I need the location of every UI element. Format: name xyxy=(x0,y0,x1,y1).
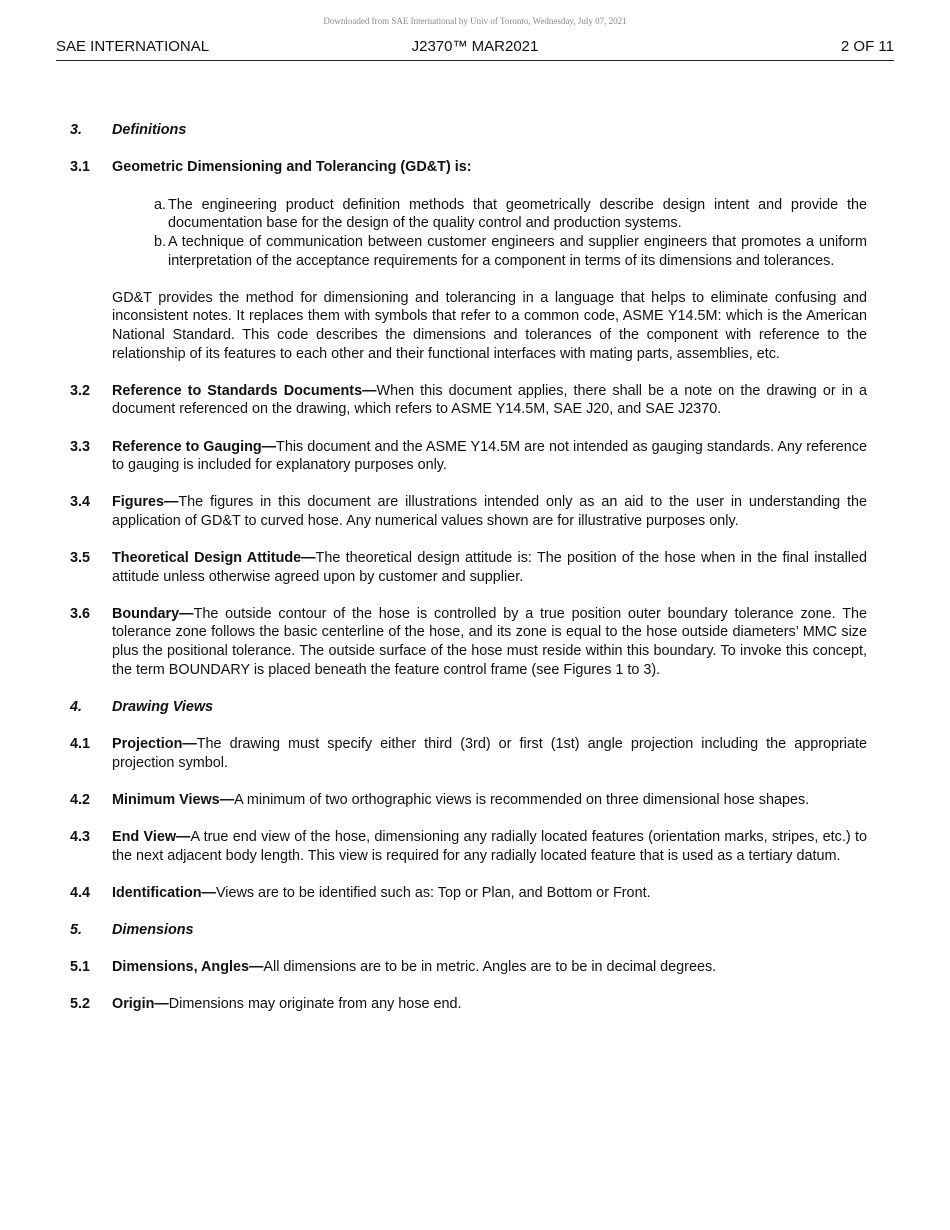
section-3-6 xyxy=(70,605,867,679)
section-number: 3.5 xyxy=(70,550,91,567)
section-title: Origin— xyxy=(112,996,169,1013)
section-number: 3.6 xyxy=(70,605,91,622)
section-title: Figures— xyxy=(112,494,179,511)
section-title: End View— xyxy=(112,828,191,845)
section-number: 3.1 xyxy=(70,159,91,176)
section-number: 4.3 xyxy=(70,828,91,845)
section-number: 4.2 xyxy=(70,791,91,808)
section-text: The outside contour of the hose is controlled by a true position outer boundary tolerance zone. The tolerance zone follows the basic centerline of the hose, and its zone is equal to the hose outside diameters’ MMC size plus the positional tolerance. The outside surface of the hose must reside within this boundary. To invoke this concept, the term BOUNDARY is placed beneath the feature control frame (see Figures 1 to 3). xyxy=(112,605,867,678)
definition-list xyxy=(70,196,867,270)
list-marker: a. xyxy=(154,196,167,213)
list-item xyxy=(126,196,867,233)
section-5-2 xyxy=(70,995,867,1014)
section-text: Dimensions may originate from any hose end. xyxy=(168,996,462,1013)
paragraph-text: GD&T provides the method for dimensioning and tolerancing in a language that helps to eliminate confusing and inconsistent notes. It replaces them with symbols that refer to a common code, ASME Y14.5M: which is the American National Standard. This code describes the dimensions and tolerances of the component with reference to the relationship of its features to each other and their functional interfaces with mating parts, assemblies, etc. xyxy=(112,289,867,362)
section-title: Drawing Views xyxy=(112,698,214,715)
section-title: Dimensions xyxy=(112,921,194,938)
section-title: Minimum Views— xyxy=(112,791,235,808)
gdt-paragraph xyxy=(70,289,867,363)
section-number: 3. xyxy=(70,122,83,138)
section-text: This document and the ASME Y14.5M are not intended as gauging standards. Any reference to gauging is included for explanatory purposes only. xyxy=(112,438,867,474)
section-4-heading xyxy=(70,698,867,717)
section-4-2 xyxy=(70,791,867,810)
section-title: Dimensions, Angles— xyxy=(112,959,264,976)
section-text: The figures in this document are illustrations intended only as an aid to the user in understanding the application of GD&T to curved hose. Any numerical values shown are for illustrative purposes only. xyxy=(112,494,867,529)
section-text: All dimensions are to be in metric. Angles are to be in decimal degrees. xyxy=(263,959,717,976)
section-number: 4.1 xyxy=(70,736,91,752)
section-3-2 xyxy=(70,382,867,419)
section-text: The drawing must specify either third (3rd) or first (1st) angle projection including the appropriate projection symbol. xyxy=(112,736,867,771)
section-number: 4.4 xyxy=(70,884,91,901)
section-number: 3.3 xyxy=(70,438,91,455)
section-title: Theoretical Design Attitude— xyxy=(112,550,316,567)
list-item-text: A technique of communication between customer engineers and supplier engineers that promotes a uniform interpretation of the acceptance requirements for a component in terms of its dimensions and tolerances. xyxy=(168,233,867,269)
header-page-number: 2 OF 11 xyxy=(840,38,894,55)
section-number: 5.1 xyxy=(70,959,91,976)
section-5-heading xyxy=(70,921,867,940)
section-number: 5.2 xyxy=(70,996,91,1013)
section-3-5 xyxy=(70,549,867,586)
section-title: Geometric Dimensioning and Tolerancing (GD&T) is: xyxy=(112,159,472,176)
document-body xyxy=(70,121,867,1014)
section-title: Identification— xyxy=(112,884,216,901)
header-doc-id: J2370™ MAR2021 xyxy=(411,38,539,55)
section-number: 5. xyxy=(70,921,83,938)
list-item xyxy=(126,233,867,270)
section-text: The theoretical design attitude is: The position of the hose when in the final installed attitude unless otherwise agreed upon by customer and supplier. xyxy=(112,550,867,585)
section-title: Projection— xyxy=(112,736,197,752)
section-title: Reference to Gauging— xyxy=(112,438,277,455)
section-text: A true end view of the hose, dimensioning any radially located features (orientation marks, stripes, etc.) to the next adjacent body length. This view is required for any radially located feature that is used as a tertiary datum. xyxy=(112,828,867,864)
list-marker: b. xyxy=(154,233,167,250)
section-number: 4. xyxy=(70,698,83,715)
section-title: Reference to Standards Documents— xyxy=(112,382,377,399)
section-4-4 xyxy=(70,884,867,903)
section-text: Views are to be identified such as: Top or Plan, and Bottom or Front. xyxy=(215,884,651,901)
header-publisher: SAE INTERNATIONAL xyxy=(56,38,210,55)
section-3-1 xyxy=(70,158,867,177)
section-text: When this document applies, there shall be a note on the drawing or in a document referenced on the drawing, which refers to ASME Y14.5M, SAE J20, and SAE J2370. xyxy=(112,382,867,418)
section-4-3 xyxy=(70,828,867,865)
section-number: 3.4 xyxy=(70,494,91,511)
section-3-3 xyxy=(70,438,867,475)
section-4-1 xyxy=(70,735,867,772)
section-3-4 xyxy=(70,493,867,530)
page-header xyxy=(56,38,894,61)
section-3-heading xyxy=(70,121,867,140)
section-5-1 xyxy=(70,958,867,977)
section-number: 3.2 xyxy=(70,382,91,399)
section-title: Boundary— xyxy=(112,605,194,622)
list-item-text: The engineering product definition methods that geometrically describe design intent and provide the documentation base for the design of the quality control and production systems. xyxy=(168,196,867,232)
section-text: A minimum of two orthographic views is recommended on three dimensional hose shapes. xyxy=(234,791,810,808)
section-title: Definitions xyxy=(112,122,187,138)
download-watermark: Downloaded from SAE International by Univ of Toronto, Wednesday, July 07, 2021 xyxy=(323,16,627,26)
